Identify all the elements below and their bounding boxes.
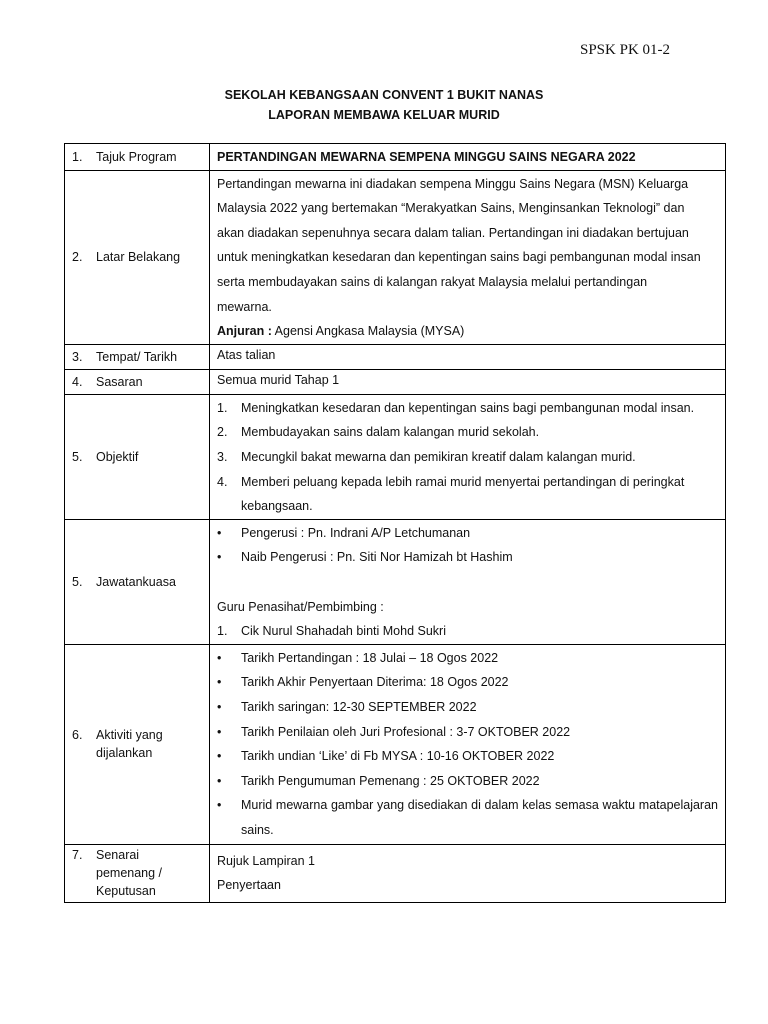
table-row [65, 369, 726, 394]
report-title: LAPORAN MEMBAWA KELUAR MURID [268, 108, 500, 122]
list-item: • Naib Pengerusi : Pn. Siti Nor Hamizah bt Hashim [217, 545, 718, 570]
table-row [65, 344, 726, 369]
background-line: Pertandingan mewarna ini diadakan sempena Minggu Sains Negara (MSN) Keluarga [217, 176, 689, 191]
row-label: Tempat/ Tarikh [96, 349, 178, 364]
row-label: Aktiviti yang dijalankan [96, 728, 163, 761]
list-item: • Tarikh Pertandingan : 18 Julai – 18 Ogos 2022 [217, 646, 718, 671]
table-row [65, 844, 726, 902]
row-number: 7. [72, 848, 83, 863]
bullet-icon: • [217, 675, 222, 690]
organizer-line [217, 319, 718, 344]
row-label-cell [65, 394, 210, 519]
bullet-icon: • [217, 724, 222, 739]
document-code: SPSK PK 01-2 [580, 42, 671, 58]
bullet-icon: • [217, 749, 222, 764]
committee-list [217, 521, 718, 570]
row-label: Senarai pemenang / Keputusan [96, 848, 163, 899]
background-line: akan diadakan sepenuhnya secara dalam talian. Pertandingan ini diadakan bertujuan [217, 225, 689, 240]
row-number: 6. [72, 728, 83, 743]
school-name: SEKOLAH KEBANGSAAN CONVENT 1 BUKIT NANAS [224, 88, 544, 102]
bullet-icon: • [217, 699, 222, 714]
row-number: 5. [72, 449, 83, 464]
table-row [65, 519, 726, 644]
table-row [65, 170, 726, 344]
list-item: • Tarikh undian ‘Like’ di Fb MYSA : 10-16 OKTOBER 2022 [217, 744, 718, 769]
row-number: 4. [72, 374, 83, 389]
list-item: • Tarikh Penilaian oleh Juri Profesional : 3-7 OKTOBER 2022 [217, 720, 718, 745]
objectives-cell [210, 394, 726, 519]
background-line: serta membudayakan sains di kalangan rakyat Malaysia melalui pertandingan [217, 274, 648, 289]
report-table [64, 143, 726, 903]
list-item: 3. Mecungkil bakat mewarna dan pemikiran kreatif dalam kalangan murid. [217, 449, 636, 464]
row-label: Objektif [96, 449, 139, 464]
winners-reference: Rujuk Lampiran 1 [217, 853, 315, 868]
background-line: mewarna. [217, 299, 272, 314]
organizer-label: Anjuran : [217, 324, 272, 339]
bullet-icon: • [217, 798, 222, 813]
row-label-cell [65, 644, 210, 844]
venue-value: Atas talian [210, 344, 726, 369]
list-item: 1. Cik Nurul Shahadah binti Mohd Sukri [217, 624, 446, 639]
winners-cell [210, 844, 726, 902]
bullet-icon: • [217, 773, 222, 788]
row-label: Jawatankuasa [96, 574, 176, 589]
row-label-cell [65, 144, 210, 171]
organizer-name: Agensi Angkasa Malaysia (MYSA) [274, 324, 465, 339]
table-row [65, 144, 726, 171]
activities-cell [210, 644, 726, 844]
row-label: Latar Belakang [96, 250, 181, 265]
objectives-list [217, 396, 718, 519]
row-label-cell [65, 844, 210, 902]
program-title: PERTANDINGAN MEWARNA SEMPENA MINGGU SAINS NEGARA 2022 [210, 144, 726, 171]
row-number: 5. [72, 574, 83, 589]
list-item: • Tarikh Pengumuman Pemenang : 25 OKTOBER 2022 [217, 769, 718, 794]
background-line: untuk meningkatkan kesedaran dan kepentingan sains bagi pembangunan modal insan [217, 250, 701, 265]
row-number: 2. [72, 250, 83, 265]
row-number: 3. [72, 349, 83, 364]
activities-list [217, 646, 718, 843]
bullet-icon: • [217, 550, 222, 565]
bullet-icon: • [217, 650, 222, 665]
advisor-list [217, 619, 718, 644]
row-label-cell [65, 170, 210, 344]
winners-participation: Penyertaan [217, 878, 281, 893]
list-item: 1. Meningkatkan kesedaran dan kepentingan sains bagi pembangunan modal insan. [217, 400, 695, 415]
row-label: Tajuk Program [96, 149, 177, 164]
list-item: 4. Memberi peluang kepada lebih ramai murid menyertai pertandingan di peringkat kebangsaan. [217, 474, 685, 514]
row-label-cell [65, 344, 210, 369]
advisor-heading: Guru Penasihat/Pembimbing : [217, 599, 384, 614]
row-label-cell [65, 369, 210, 394]
background-line: Malaysia 2022 yang bertemakan “Merakyatkan Sains, Menginsankan Teknologi” dan [217, 201, 685, 216]
list-item: • Tarikh saringan: 12-30 SEPTEMBER 2022 [217, 695, 718, 720]
row-label: Sasaran [96, 374, 143, 389]
committee-cell [210, 519, 726, 644]
list-item: • Murid mewarna gambar yang disediakan di dalam kelas semasa waktu matapelajaran sains. [217, 793, 718, 842]
list-item: • Tarikh Akhir Penyertaan Diterima: 18 Ogos 2022 [217, 670, 718, 695]
list-item: • Pengerusi : Pn. Indrani A/P Letchumanan [217, 521, 718, 546]
row-number: 1. [72, 149, 83, 164]
bullet-icon: • [217, 525, 222, 540]
list-item: 2. Membudayakan sains dalam kalangan murid sekolah. [217, 425, 540, 440]
table-row [65, 644, 726, 844]
row-label-cell [65, 519, 210, 644]
target-value: Semua murid Tahap 1 [210, 369, 726, 394]
background-cell [210, 170, 726, 344]
table-row [65, 394, 726, 519]
